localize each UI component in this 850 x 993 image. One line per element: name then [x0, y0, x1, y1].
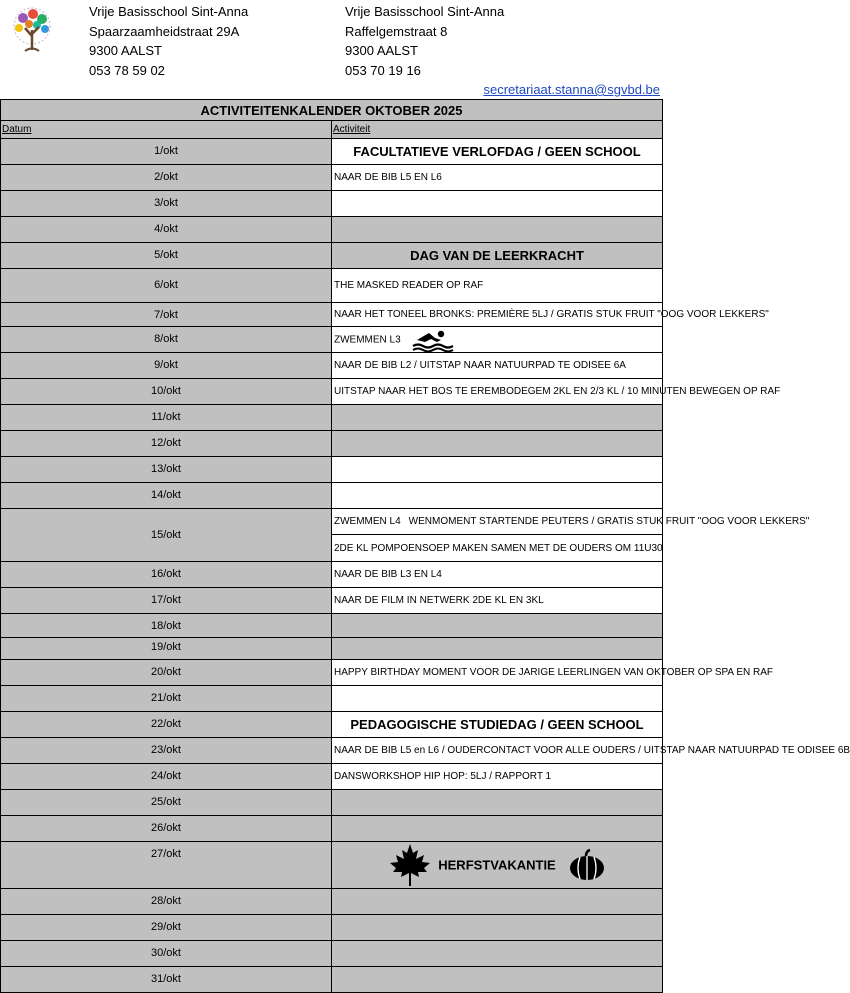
street-1: Spaarzaamheidstraat 29A: [89, 23, 240, 39]
school-name-2: Vrije Basisschool Sint-Anna: [345, 4, 505, 19]
table-row: [1, 686, 663, 712]
date-cell: 3/okt: [1, 191, 332, 217]
activity-cell: [332, 686, 663, 712]
activity-cell: [332, 191, 663, 217]
table-row: [1, 191, 663, 217]
activity-cell: FACULTATIEVE VERLOFDAG / GEEN SCHOOL: [332, 139, 663, 165]
date-cell: 17/okt: [1, 588, 332, 614]
table-row: [1, 217, 663, 243]
phone-2: 053 70 19 16: [345, 62, 421, 78]
activity-cell: DAG VAN DE LEERKRACHT: [332, 243, 663, 269]
date-cell: 19/okt: [1, 638, 332, 660]
date-cell: 20/okt: [1, 660, 332, 686]
date-cell: 10/okt: [1, 379, 332, 405]
table-row: [1, 660, 663, 686]
activity-cell: [332, 614, 663, 638]
activity-cell: [332, 483, 663, 509]
date-cell: 30/okt: [1, 941, 332, 967]
activity-cell: UITSTAP NAAR HET BOS TE EREMBODEGEM 2KL EN 2/3 KL / 10 MINUTEN BEWEGEN OP RAF: [332, 379, 663, 405]
date-cell: 11/okt: [1, 405, 332, 431]
table-row: [1, 303, 663, 327]
activity-text: 2DE KL POMPOENSOEP MAKEN SAMEN MET DE OUDERS OM 11U30: [334, 542, 663, 554]
date-cell: 7/okt: [1, 303, 332, 327]
table-row: [1, 457, 663, 483]
date-cell: 28/okt: [1, 889, 332, 915]
activity-text: WENMOMENT STARTENDE PEUTERS / GRATIS STUK FRUIT "OOG VOOR LEKKERS": [408, 516, 810, 527]
pumpkin-icon: [567, 849, 607, 881]
activity-cell: NAAR DE BIB L5 EN L6: [332, 165, 663, 191]
activity-cell: [332, 638, 663, 660]
activity-cell: [332, 217, 663, 243]
table-row: [1, 405, 663, 431]
date-cell: 13/okt: [1, 457, 332, 483]
table-row: [1, 588, 663, 614]
activity-cell: DANSWORKSHOP HIP HOP: 5LJ / RAPPORT 1: [332, 764, 663, 790]
table-row: [1, 941, 663, 967]
table-row: [1, 139, 663, 165]
table-row: [1, 431, 663, 457]
table-row: [1, 915, 663, 941]
table-row: [1, 738, 663, 764]
activity-cell: THE MASKED READER OP RAF: [332, 269, 663, 303]
date-cell: 23/okt: [1, 738, 332, 764]
activity-cell: [332, 967, 663, 993]
date-cell: 31/okt: [1, 967, 332, 993]
activity-cell: HAPPY BIRTHDAY MOMENT VOOR DE JARIGE LEERLINGEN VAN OKTOBER OP SPA EN RAF: [332, 660, 663, 686]
date-cell: 26/okt: [1, 816, 332, 842]
table-row: [1, 562, 663, 588]
activity-cell: NAAR DE BIB L5 en L6 / OUDERCONTACT VOOR ALLE OUDERS / UITSTAP NAAR NATUURPAD TE ODISEE 6B: [332, 738, 663, 764]
table-row: [1, 327, 663, 353]
table-row: [1, 889, 663, 915]
table-row: [1, 353, 663, 379]
street-2: Raffelgemstraat 8: [345, 23, 448, 39]
date-cell: 14/okt: [1, 483, 332, 509]
date-cell: 22/okt: [1, 712, 332, 738]
table-row: [1, 165, 663, 191]
column-header-activity: Activiteit: [332, 121, 663, 139]
address-block-1: [89, 2, 248, 80]
school-logo: [5, 4, 60, 64]
address-block-2: [345, 2, 504, 80]
date-cell: 21/okt: [1, 686, 332, 712]
activity-cell: [332, 327, 663, 353]
calendar-title: ACTIVITEITENKALENDER OKTOBER 2025: [1, 100, 663, 121]
swimmer-icon: [411, 328, 453, 352]
column-header-date: Datum: [1, 121, 332, 139]
date-cell: 18/okt: [1, 614, 332, 638]
activity-cell: [332, 405, 663, 431]
holiday-label: HERFSTVAKANTIE: [438, 857, 556, 873]
activity-cell: [332, 509, 810, 562]
phone-1: 053 78 59 02: [89, 62, 165, 78]
date-cell: 24/okt: [1, 764, 332, 790]
table-row: [1, 379, 663, 405]
activity-cell: [332, 790, 663, 816]
table-row: [1, 269, 663, 303]
activity-cell: [332, 915, 663, 941]
activity-cell: PEDAGOGISCHE STUDIEDAG / GEEN SCHOOL: [332, 712, 663, 738]
activity-cell: NAAR HET TONEEL BRONKS: PREMIÈRE 5LJ / GRATIS STUK FRUIT "OOG VOOR LEKKERS": [332, 303, 663, 327]
date-cell: 8/okt: [1, 327, 332, 353]
table-row: [1, 483, 663, 509]
date-cell: 6/okt: [1, 269, 332, 303]
table-row: [1, 509, 663, 562]
table-row: [1, 790, 663, 816]
date-cell: 5/okt: [1, 243, 332, 269]
city-1: 9300 AALST: [89, 43, 162, 59]
activity-cell: [332, 842, 663, 889]
table-row: [1, 816, 663, 842]
city-2: 9300 AALST: [345, 43, 418, 59]
date-cell: 2/okt: [1, 165, 332, 191]
activity-cell: NAAR DE BIB L2 / UITSTAP NAAR NATUURPAD TE ODISEE 6A: [332, 353, 663, 379]
date-cell: 29/okt: [1, 915, 332, 941]
activity-cell: [332, 431, 663, 457]
email-link[interactable]: secretariaat.stanna@sgvbd.be: [483, 82, 660, 97]
table-row: [1, 712, 663, 738]
table-row: [1, 967, 663, 993]
date-cell: 27/okt: [1, 842, 332, 889]
activity-cell: NAAR DE BIB L3 EN L4: [332, 562, 663, 588]
date-cell: 12/okt: [1, 431, 332, 457]
school-name-1: Vrije Basisschool Sint-Anna: [89, 4, 249, 19]
maple-leaf-icon: [387, 842, 433, 888]
date-cell: 15/okt: [1, 509, 332, 562]
activity-cell: NAAR DE FILM IN NETWERK 2DE KL EN 3KL: [332, 588, 663, 614]
table-row: [1, 842, 663, 889]
table-row: [1, 764, 663, 790]
table-row: [1, 614, 663, 638]
activity-cell: [332, 457, 663, 483]
activity-cell: [332, 941, 663, 967]
activity-text: ZWEMMEN L4: [334, 516, 401, 527]
activity-cell: [332, 816, 663, 842]
activity-calendar: [0, 99, 850, 993]
activity-cell: [332, 889, 663, 915]
date-cell: 9/okt: [1, 353, 332, 379]
table-row: [1, 243, 663, 269]
date-cell: 4/okt: [1, 217, 332, 243]
table-row: [1, 638, 663, 660]
date-cell: 1/okt: [1, 139, 332, 165]
activity-text: ZWEMMEN L3: [334, 334, 401, 346]
date-cell: 25/okt: [1, 790, 332, 816]
date-cell: 16/okt: [1, 562, 332, 588]
